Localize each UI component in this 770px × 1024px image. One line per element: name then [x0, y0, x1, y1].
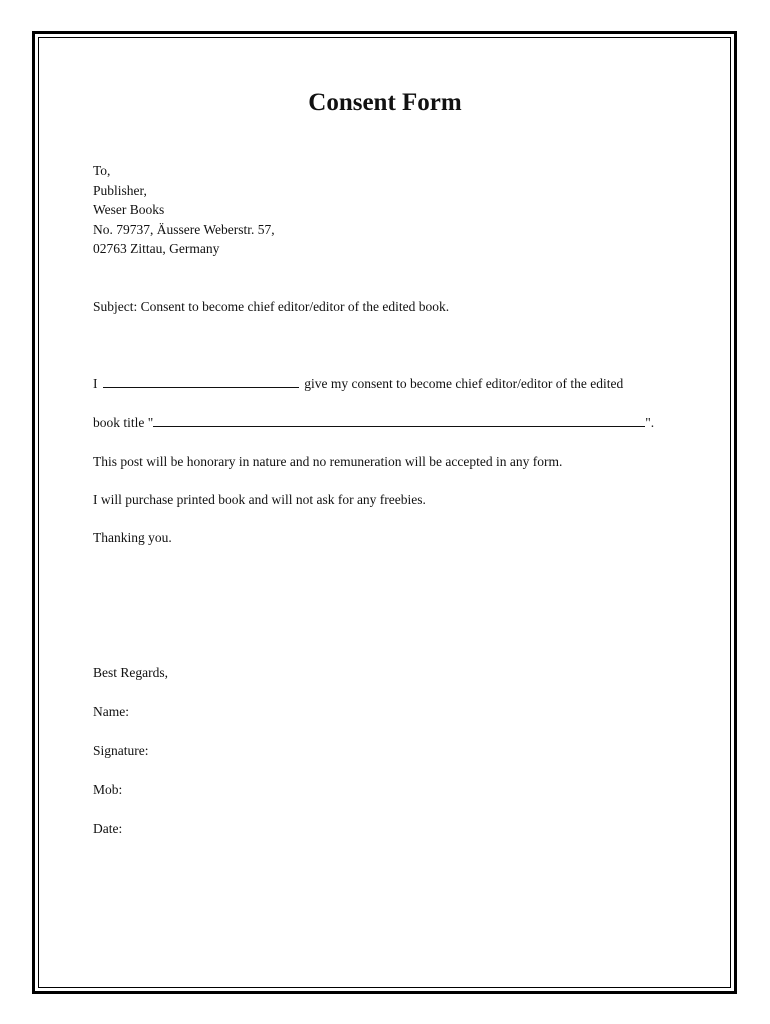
name-label: Name: [93, 704, 129, 719]
book-title-statement [93, 413, 654, 432]
consent-prefix: I [93, 376, 98, 391]
name-blank-field[interactable] [103, 375, 299, 388]
thanks-line: Thanking you. [93, 530, 172, 545]
address-line: Publisher, [93, 182, 147, 198]
address-line: Weser Books [93, 202, 165, 217]
address-line: No. 79737, Äussere Weberstr. 57, [93, 221, 275, 237]
address-line: 02763 Zittau, Germany [93, 241, 220, 256]
form-title: Consent Form [308, 89, 462, 116]
closing-regards: Best Regards, [93, 665, 168, 680]
address-line: To, [93, 163, 111, 178]
consent-statement [93, 374, 623, 393]
signature-label: Signature: [93, 743, 149, 758]
book-title-suffix: ". [645, 415, 655, 430]
date-label: Date: [93, 821, 123, 836]
subject-line: Subject: Consent to become chief editor/editor of the edited book. [93, 299, 450, 314]
book-title-prefix: book title " [93, 415, 154, 430]
book-title-blank-field[interactable] [153, 414, 645, 427]
purchase-statement: I will purchase printed book and will not ask for any freebies. [93, 492, 426, 507]
honorary-statement: This post will be honorary in nature and no remuneration will be accepted in any form. [93, 454, 563, 469]
mobile-label: Mob: [93, 782, 123, 797]
consent-suffix: give my consent to become chief editor/editor of the edited [304, 376, 624, 391]
recipient-address [93, 161, 275, 259]
